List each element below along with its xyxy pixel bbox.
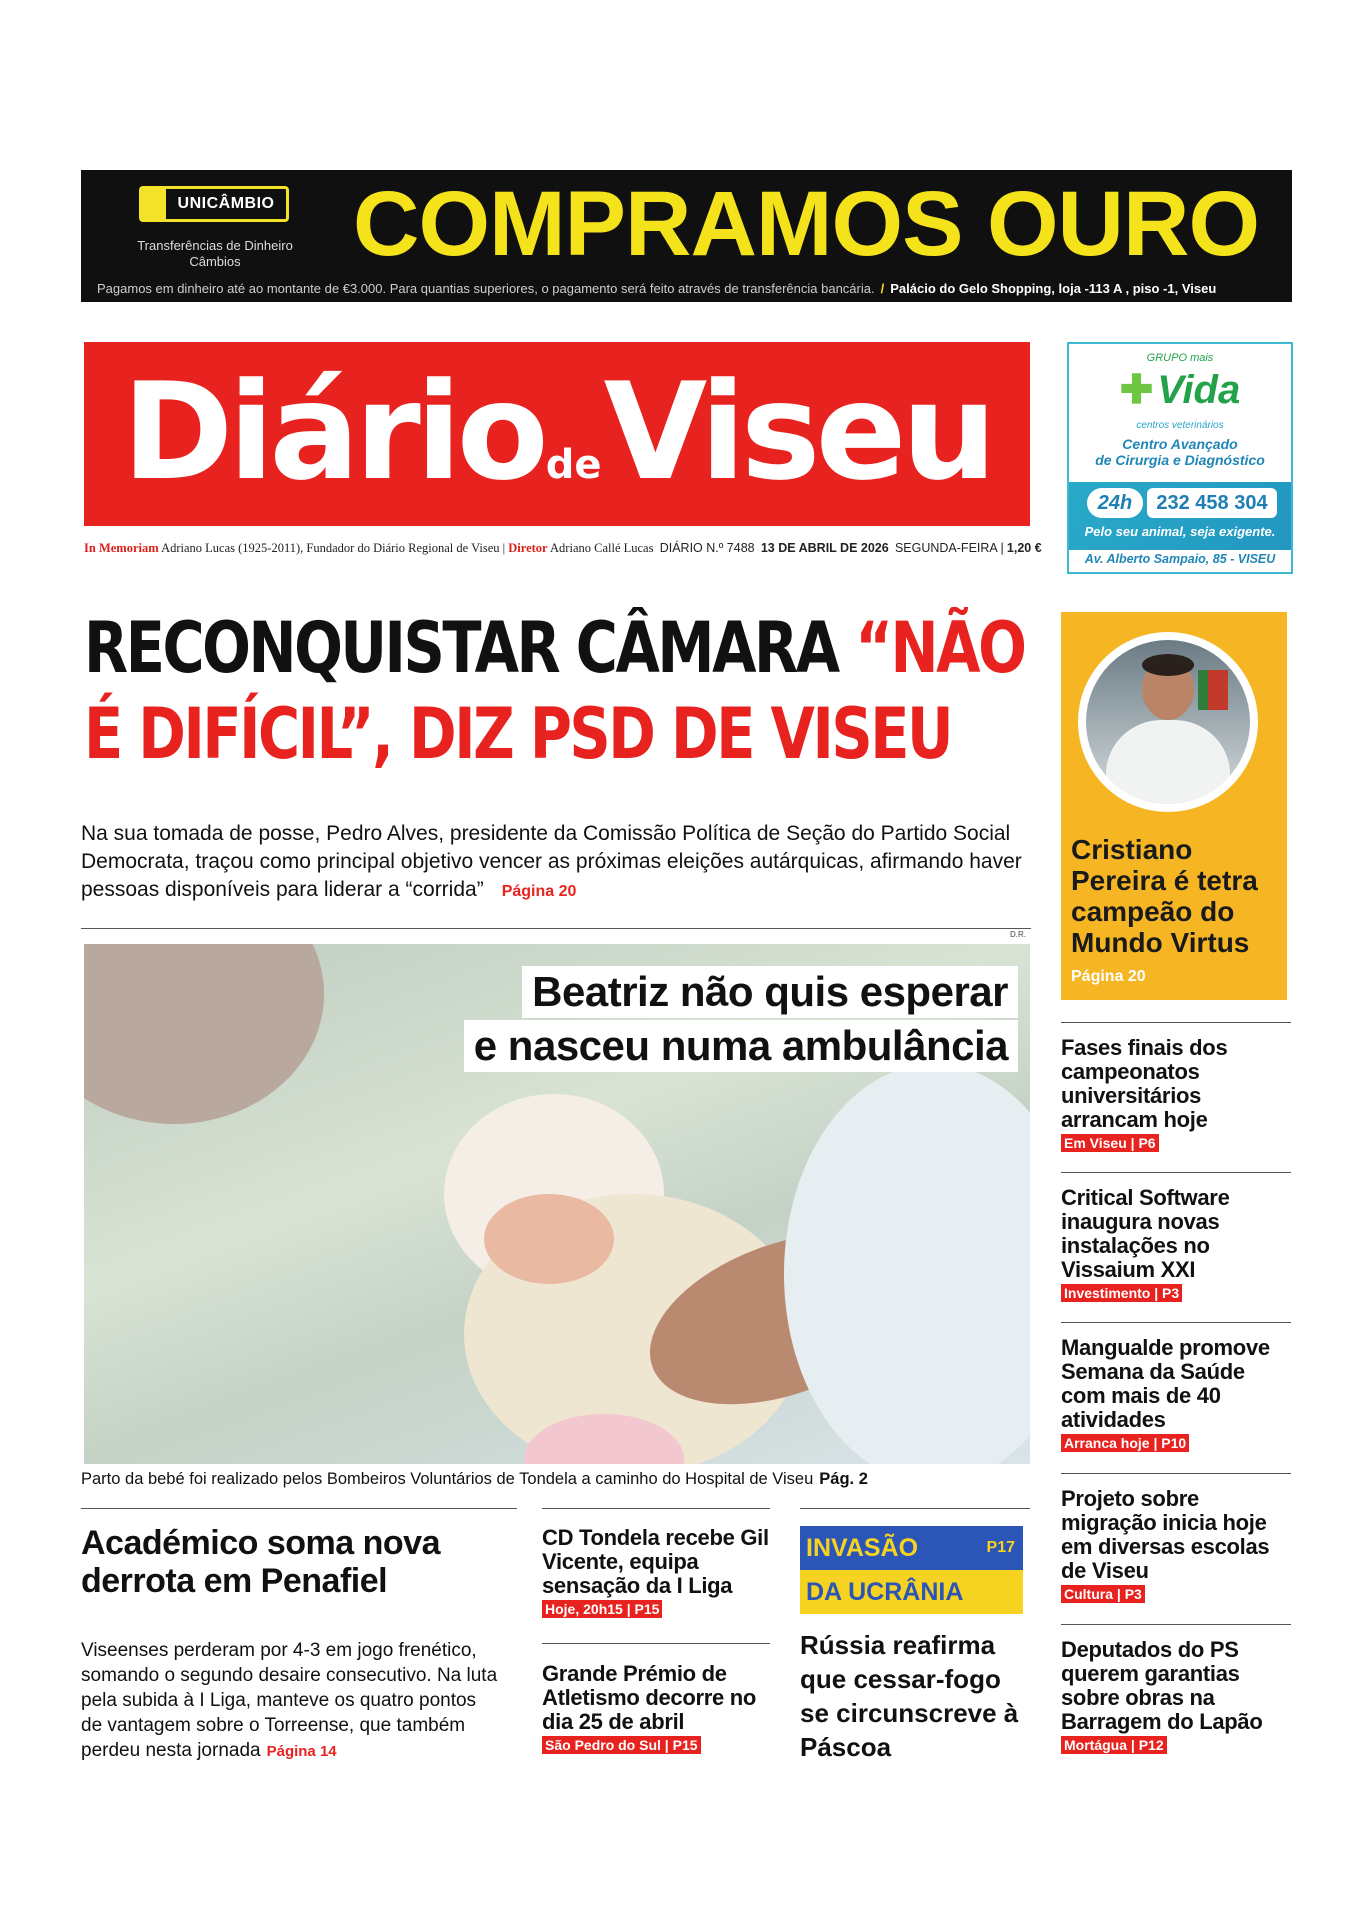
- main-headline[interactable]: [84, 605, 1025, 777]
- vet-center: [1069, 436, 1291, 468]
- photo-shape: [1106, 720, 1230, 804]
- memoriam-label: In Memoriam: [84, 541, 159, 555]
- masthead: [84, 342, 1030, 526]
- cristiano-page-ref[interactable]: Página 20: [1071, 968, 1146, 985]
- edition-price: 1,20 €: [1006, 541, 1042, 555]
- brief-tag: Mortágua | P12: [1061, 1736, 1167, 1754]
- divider: [1061, 1172, 1291, 1173]
- divider: [542, 1643, 770, 1644]
- ad-footer-text: Pagamos em dinheiro até ao montante de €3.000. Para quantias superiores, o pagamento será feito através de transferência bancária.: [97, 281, 875, 296]
- brief-tag: Hoje, 20h15 | P15: [542, 1600, 662, 1618]
- unicambio-logo: [139, 186, 289, 222]
- photo-shape: [84, 944, 324, 1124]
- title-viseu: Viseu: [603, 354, 992, 510]
- photo-caption: [81, 1470, 1031, 1489]
- divider: [1061, 1322, 1291, 1323]
- brief-title: Critical Software inaugura novas instalações no Vissaium XXI: [1061, 1185, 1230, 1282]
- photo-shape: [1198, 670, 1208, 710]
- unicambio-name: UNICÂMBIO: [177, 195, 275, 212]
- main-page-ref[interactable]: Página 20: [501, 883, 577, 900]
- side-brief-universitarios[interactable]: [1061, 1036, 1291, 1153]
- photo-headline-line1: Beatriz não quis esperar: [522, 966, 1018, 1018]
- top-advertisement[interactable]: [81, 170, 1292, 302]
- brief-title: Mangualde promove Semana da Saúde com mais de 40 atividades: [1061, 1335, 1270, 1432]
- main-lead: [81, 820, 1031, 906]
- ad-headline: COMPRAMOS OURO: [353, 173, 1259, 275]
- brief-tag: São Pedro do Sul | P15: [542, 1736, 701, 1754]
- brief-atletismo[interactable]: [542, 1662, 770, 1755]
- ad-footer: [97, 281, 1276, 296]
- divider: [1061, 1473, 1291, 1474]
- brief-title: Grande Prémio de Atletismo decorre no dia 25 de abril: [542, 1661, 757, 1734]
- side-brief-migracao[interactable]: [1061, 1487, 1291, 1604]
- vet-mais-text: mais: [1190, 352, 1214, 364]
- title-de: de: [545, 442, 602, 488]
- issue-number: DIÁRIO N.º 7488: [659, 541, 755, 555]
- side-brief-mangualde[interactable]: [1061, 1336, 1291, 1453]
- service-exchange: Câmbios: [189, 254, 241, 269]
- vet-phone[interactable]: 232 458 304: [1147, 488, 1277, 518]
- vet-address: Av. Alberto Sampaio, 85 - VISEU: [1084, 552, 1276, 566]
- director-name: Adriano Callé Lucas: [550, 541, 654, 555]
- photo-headline[interactable]: [464, 966, 1018, 1074]
- main-lead-text: Na sua tomada de posse, Pedro Alves, presidente da Comissão Política de Seção do Partido Social Democrata, traçou como principal objetivo vencer as próximas eleições autárquicas, afirmando haver pessoas disponíveis para liderar a “corrida”: [81, 822, 1022, 901]
- brief-title: Projeto sobre migração inicia hoje em diversas escolas de Viseu: [1061, 1486, 1270, 1583]
- title-diario: Diário: [122, 354, 544, 510]
- divider: [542, 1508, 770, 1509]
- headline-line1: [84, 605, 1025, 691]
- athlete-photo: [1078, 632, 1258, 812]
- academico-headline[interactable]: Académico soma nova derrota em Penafiel: [81, 1524, 440, 1600]
- medical-cross-icon: ✚: [1119, 368, 1154, 412]
- slash-separator-icon: /: [880, 281, 885, 296]
- vet-subtitle: centros veterinários: [1136, 420, 1224, 431]
- director-label: Diretor: [508, 541, 548, 555]
- brief-tag: Em Viseu | P6: [1061, 1134, 1159, 1152]
- brief-tag: Investimento | P3: [1061, 1284, 1182, 1302]
- ukraine-band-yellow: DA UCRÂNIA: [800, 1570, 1023, 1614]
- photo-shape: [1206, 670, 1228, 710]
- cristiano-feature[interactable]: [1061, 612, 1287, 1000]
- ukraine-band-blue: [800, 1526, 1023, 1570]
- cristiano-headline: Cristiano Pereira é tetra campeão do Mundo Virtus: [1071, 834, 1258, 958]
- ukraine-page-ref[interactable]: P17: [986, 1539, 1015, 1556]
- headline-red-start: “NÃO: [855, 607, 1025, 689]
- brief-title: CD Tondela recebe Gil Vicente, equipa sensação da I Liga: [542, 1525, 769, 1598]
- academico-body: Viseenses perderam por 4-3 em jogo frenético, somando o segundo desaire consecutivo. Na luta pela subida à I Liga, manteve os quatro pontos de vantagem sobre o Torreense, que também perdeu nesta jornada: [81, 1640, 498, 1761]
- brief-tondela[interactable]: [542, 1526, 770, 1619]
- service-transfers: Transferências de Dinheiro: [137, 238, 293, 253]
- vet-center-line1: Centro Avançado: [1122, 436, 1238, 452]
- ad-address: Palácio do Gelo Shopping, loja -113 A , piso -1, Viseu: [890, 281, 1217, 296]
- photo-credit: D.R.: [1010, 930, 1026, 939]
- brief-tag: Cultura | P3: [1061, 1585, 1145, 1603]
- brief-tag: Arranca hoje | P10: [1061, 1434, 1189, 1452]
- vet-advertisement[interactable]: [1067, 342, 1293, 574]
- vet-group-label: [1069, 352, 1291, 364]
- ukraine-section-label: [800, 1526, 1023, 1614]
- academico-text: [81, 1638, 501, 1764]
- divider: [81, 1508, 517, 1509]
- edition-weekday: SEGUNDA-FEIRA |: [894, 541, 1004, 555]
- side-brief-lapao[interactable]: [1061, 1638, 1291, 1755]
- brief-title: Fases finais dos campeonatos universitários arrancam hoje: [1061, 1035, 1228, 1132]
- edition-infobar: [84, 541, 1042, 556]
- vet-slogan: Pelo seu animal, seja exigente.: [1084, 524, 1276, 539]
- vet-vida-text: Vida: [1157, 368, 1241, 412]
- ukraine-line1: INVASÃO: [806, 1534, 919, 1562]
- vet-center-line2: de Cirurgia e Diagnóstico: [1095, 452, 1265, 468]
- memoriam-text: Adriano Lucas (1925-2011), Fundador do Diário Regional de Viseu |: [161, 541, 506, 555]
- photo-shape: [484, 1194, 614, 1284]
- newborn-photo[interactable]: [84, 944, 1030, 1464]
- headline-line2: É DIFÍCIL”, DIZ PSD DE VISEU: [84, 693, 952, 775]
- photo-shape: [784, 1064, 1030, 1464]
- photo-caption-text: Parto da bebé foi realizado pelos Bombeiros Voluntários de Tondela a caminho do Hospital de Viseu: [81, 1470, 814, 1488]
- photo-page-ref[interactable]: Pág. 2: [819, 1470, 868, 1488]
- unicambio-mark-icon: [142, 189, 166, 219]
- ukraine-headline[interactable]: Rússia reafirma que cessar-fogo se circunscreve à Páscoa: [800, 1630, 1019, 1762]
- divider: [1061, 1022, 1291, 1023]
- vet-logo: [1069, 368, 1291, 412]
- photo-headline-line2: e nasceu numa ambulância: [464, 1020, 1018, 1072]
- athlete-photo-image: [1086, 640, 1250, 804]
- headline-black: RECONQUISTAR CÂMARA: [84, 607, 856, 689]
- divider: [81, 928, 1031, 929]
- vet-24h-badge: 24h: [1087, 488, 1143, 518]
- side-brief-critical-software[interactable]: [1061, 1186, 1291, 1303]
- unicambio-services: [121, 238, 309, 270]
- divider: [1061, 1624, 1291, 1625]
- vet-group-text: GRUPO: [1146, 352, 1188, 364]
- edition-date: 13 DE ABRIL DE 2026: [760, 541, 889, 555]
- photo-shape: [1142, 654, 1194, 676]
- newspaper-title: [84, 352, 1030, 545]
- academico-page-ref[interactable]: Página 14: [266, 1743, 337, 1760]
- brief-title: Deputados do PS querem garantias sobre obras na Barragem do Lapão: [1061, 1637, 1263, 1734]
- divider: [800, 1508, 1030, 1509]
